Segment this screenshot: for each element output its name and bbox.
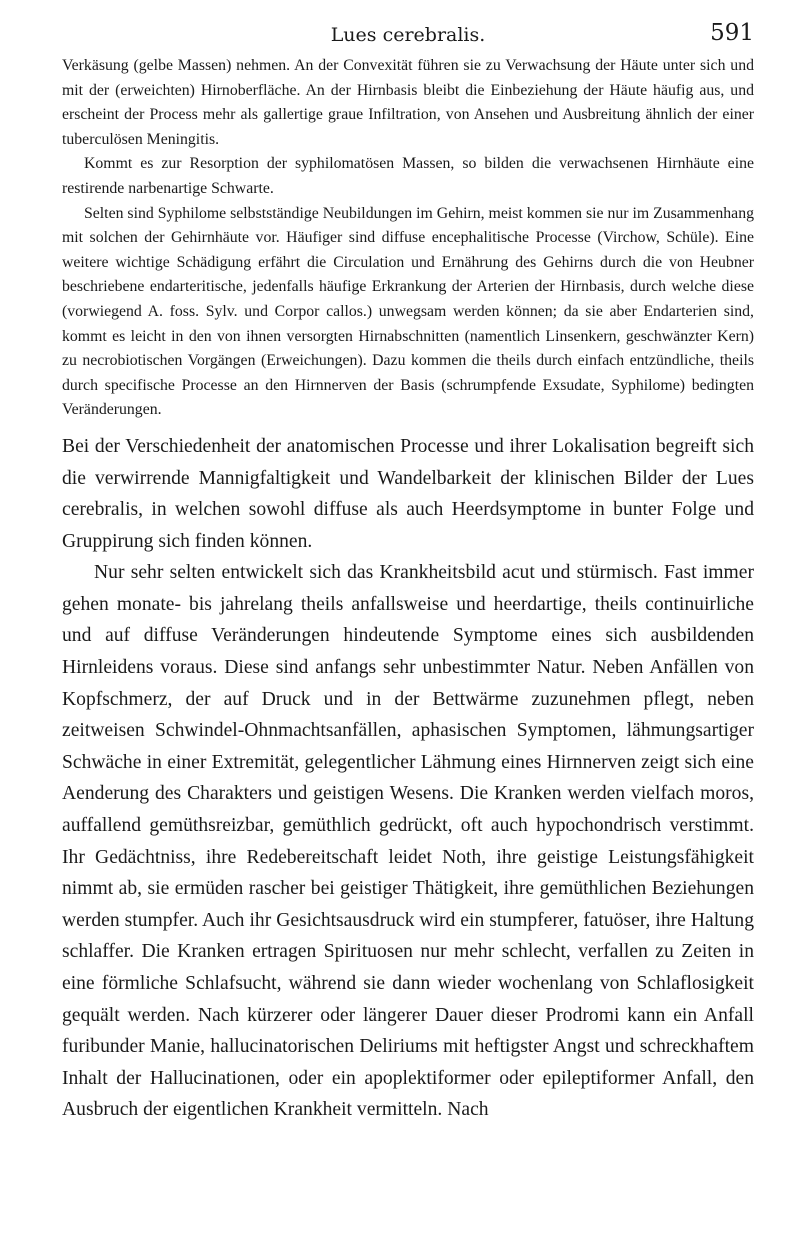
paragraph-small: Verkäsung (gelbe Massen) nehmen. An der Convexität führen sie zu Verwachsung der Häute unter sich und mit der (erweichten) Hirnoberfläche. An der Hirnbasis bleibt die Einbeziehung der Häute häufig aus, und erscheint der Process mehr als gallertige graue Infiltration, von Ansehen und Ausbreitung ähnlich der einer tuberculösen Meningitis. (62, 57, 754, 148)
book-page (62, 20, 754, 1126)
paragraph-small: Selten sind Syphilome selbstständige Neubildungen im Gehirn, meist kommen sie nur im Zusammenhang mit solchen der Gehirnhäute vor. Häufiger sind diffuse encephalitische Processe (Virchow, Schüle). Eine weitere wichtige Schädigung erfährt die Circulation und Ernährung des Gehirns durch die von Heubner beschriebene endarteritische, jedenfalls häufige Erkrankung der Arterien der Hirnbasis, durch welche diese (vorwiegend A. foss. Sylv. und Corpor callos.) unwegsam werden können; da sie aber Endarterien sind, kommt es leicht in den von ihnen versorgten Hirnabschnitten (namentlich Linsenkern, geschwänzter Kern) zu necrobiotischen Vorgängen (Erweichungen). Dazu kommen die theils durch einfach entzündliche, theils durch specifische Processe an den Hirnnerven der Basis (schrumpfende Exsudate, Syphilome) bedingten Veränderungen. (62, 204, 754, 419)
small-print-section (62, 54, 754, 423)
paragraph-large: Bei der Verschiedenheit der anatomischen Processe und ihrer Lokalisation begreift sich die verwirrende Mannigfaltigkeit und Wandelbarkeit der klinischen Bilder der Lues cerebralis, in welchen sowohl diffuse als auch Heerdsymptome in bunter Folge und Gruppirung sich finden können. (62, 435, 754, 552)
running-head (62, 20, 754, 54)
paragraph-small: Kommt es zur Resorption der syphilomatösen Massen, so bilden die verwachsenen Hirnhäute eine restirende narbenartige Schwarte. (62, 155, 754, 197)
large-print-section (62, 431, 754, 1126)
running-title: Lues cerebralis. (330, 24, 486, 46)
paragraph-large: Nur sehr selten entwickelt sich das Krankheitsbild acut und stürmisch. Fast immer gehen monate- bis jahrelang theils anfallsweise und heerdartige, theils continuirliche und auf diffuse Veränderungen hindeutende Symptome eines sich ausbildenden Hirnleidens voraus. Diese sind anfangs sehr unbestimmter Natur. Neben Anfällen von Kopfschmerz, der auf Druck und in der Bettwärme zuzunehmen pflegt, neben zeitweisen Schwindel-Ohnmachtsanfällen, aphasischen Symptomen, lähmungsartiger Schwäche in einer Extremität, gelegentlicher Lähmung eines Hirnnerven zeigt sich eine Aenderung des Charakters und geistigen Wesens. Die Kranken werden vielfach moros, auffallend gemüthsreizbar, gemüthlich gedrückt, oft auch hypochondrisch verstimmt. Ihr Gedächtniss, ihre Redebereitschaft leidet Noth, ihre geistige Leistungsfähigkeit nimmt ab, sie ermüden rascher bei geistiger Thätigkeit, ihre gemüthlichen Beziehungen werden stumpfer. Auch ihr Gesichtsausdruck wird ein stumpferer, fatuöser, ihre Haltung schlaffer. Die Kranken ertragen Spirituosen nur mehr schlecht, verfallen zu Zeiten in eine förmliche Schlafsucht, während sie dann wieder wochenlang von Schlaflosigkeit gequält werden. Nach kürzerer oder längerer Dauer dieser Prodromi kann ein Anfall furibunder Manie, hallucinatorischen Deliriums mit heftigster Angst und schreckhaftem Inhalt der Hallucinationen, oder ein apoplektiformer oder epileptiformer Anfall, den Ausbruch der eigentlichen Krankheit vermitteln. Nach (62, 562, 754, 1121)
page-number: 591 (710, 20, 754, 46)
